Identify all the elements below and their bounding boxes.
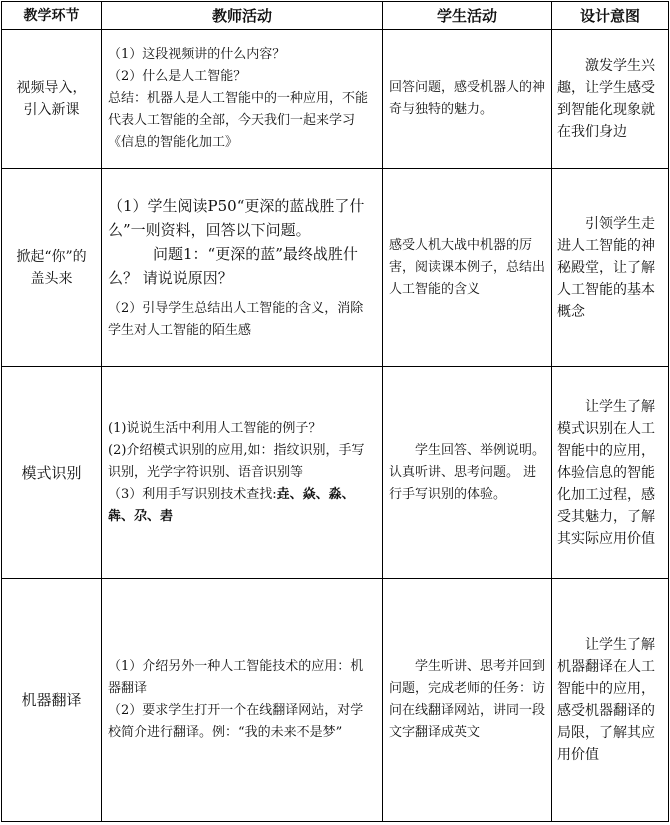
student-cell <box>383 169 552 367</box>
stage-text: 掀起“你”的盖头来 <box>16 248 87 287</box>
teacher-line <box>108 484 376 528</box>
student-text: 感受人机大战中机器的厉害，阅读课本例子，总结出人工智能的含义 <box>389 237 546 297</box>
header-teacher: 教师活动 <box>102 2 383 30</box>
student-cell <box>383 30 552 169</box>
teacher-cell <box>102 30 383 169</box>
intent-text: 激发学生兴趣，让学生感受到智能化现象就在我们身边 <box>557 58 655 140</box>
rare-characters: 垚、焱、淼、犇、尕、砉 <box>108 486 355 524</box>
stage-text: 视频导入，引入新课 <box>16 80 87 118</box>
intent-text: 引领学生走进人工智能的神秘殿堂，让了解人工智能的基本概念 <box>557 215 655 320</box>
teacher-line: (1)说说生活中利用人工智能的例子？ <box>108 420 322 436</box>
teacher-cell <box>102 169 383 367</box>
student-cell <box>383 367 552 579</box>
teacher-line: 总结：机器人是人工智能中的一种应用，不能代表人工智能的全部，今天我们一起来学习《信息的智能化加工》 <box>108 91 369 150</box>
teacher-cell <box>102 579 383 822</box>
table-row <box>2 579 669 822</box>
stage-text: 模式识别 <box>21 463 82 482</box>
header-row <box>2 2 669 30</box>
teacher-line: (2)介绍模式识别的应用,如：指纹识别，手写识别，光学字符识别、语音识别等 <box>108 442 365 480</box>
teacher-line: （2）引导学生总结出人工智能的含义，消除学生对人工智能的陌生感 <box>108 300 364 338</box>
intent-cell <box>552 30 669 169</box>
student-text: 学生听讲、思考并回到问题，完成老师的任务：访问在线翻译网站，讲同一段文字翻译成英文 <box>389 659 546 740</box>
stage-cell <box>2 367 102 579</box>
teacher-cell <box>102 367 383 579</box>
intent-cell <box>552 579 669 822</box>
stage-cell <box>2 169 102 367</box>
student-text: 回答问题，感受机器人的神奇与独特的魅力。 <box>389 80 546 117</box>
teacher-line-part: （3）利用手写识别技术查找: <box>108 486 277 502</box>
intent-text: 让学生了解机器翻译在人工智能中的应用，感受机器翻译的局限，了解其应用价值 <box>557 637 655 763</box>
teacher-line: （2）什么是人工智能？ <box>108 69 247 84</box>
teacher-line: （1）介绍另外一种人工智能技术的应用：机器翻译 <box>108 659 364 696</box>
intent-cell <box>552 367 669 579</box>
teacher-line: （1）学生阅读P50“更深的蓝战胜了什么”一则资料，回答以下问题。 <box>108 196 365 239</box>
teacher-line: （2）要求学生打开一个在线翻译网站，对学校简介进行翻译。例：“我的未来不是梦” <box>108 703 364 740</box>
stage-cell <box>2 579 102 822</box>
intent-cell <box>552 169 669 367</box>
table-row <box>2 169 669 367</box>
header-stage: 教学环节 <box>2 2 102 30</box>
teacher-line: 问题1：“更深的蓝”最终战胜什么？ 请说说原因？ <box>108 244 358 287</box>
stage-cell <box>2 30 102 169</box>
header-intent: 设计意图 <box>552 2 669 30</box>
teacher-line: （1）这段视频讲的什么内容？ <box>108 47 286 62</box>
header-student: 学生活动 <box>383 2 552 30</box>
table-row <box>2 367 669 579</box>
intent-text: 让学生了解模式识别在人工智能中的应用，体验信息的智能化加工过程，感受其魅力，了解其实际应用价值 <box>557 398 655 547</box>
student-text: 学生回答、举例说明。认真听讲、思考问题。 进行手写识别的体验。 <box>389 442 546 502</box>
lesson-plan-table <box>1 1 669 822</box>
table-row <box>2 30 669 169</box>
stage-text: 机器翻译 <box>21 691 82 709</box>
student-cell <box>383 579 552 822</box>
